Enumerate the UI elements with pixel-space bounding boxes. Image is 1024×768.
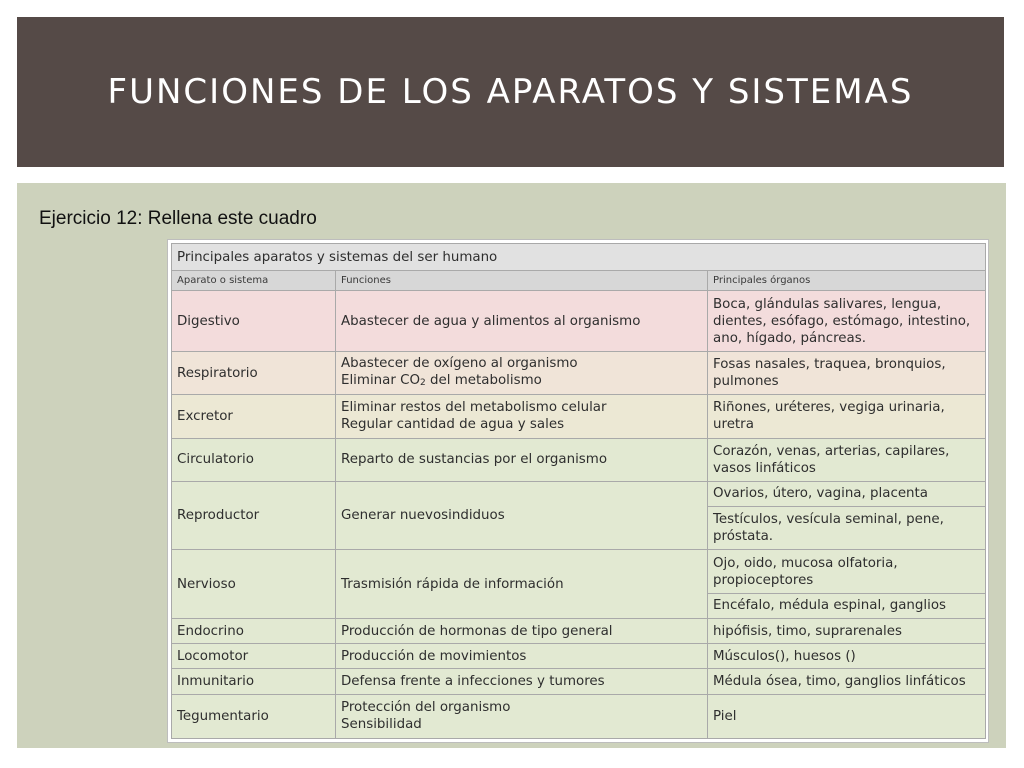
- table-row: [172, 481, 986, 506]
- systems-table: [171, 243, 986, 739]
- table-caption: Principales aparatos y sistemas del ser humano: [172, 244, 986, 271]
- cell-sistema: Inmunitario: [172, 669, 336, 694]
- cell-organos: Boca, glándulas salivares, lengua, dientes, esófago, estómago, intestino, ano, hígado, páncreas.: [708, 291, 986, 351]
- cell-organos: Piel: [708, 694, 986, 738]
- cell-organos: Médula ósea, timo, ganglios linfáticos: [708, 669, 986, 694]
- cell-sistema: Excretor: [172, 395, 336, 438]
- cell-funciones: Defensa frente a infecciones y tumores: [336, 669, 708, 694]
- table-row: [172, 438, 986, 481]
- cell-sistema: Endocrino: [172, 618, 336, 643]
- table-row: [172, 694, 986, 738]
- title-bar: [17, 17, 1004, 167]
- table-row: [172, 291, 986, 351]
- content-area: [17, 183, 1006, 748]
- cell-funciones: Reparto de sustancias por el organismo: [336, 438, 708, 481]
- funcion-text: Eliminar CO: [341, 372, 421, 388]
- cell-funciones: Abastecer de agua y alimentos al organismo: [336, 291, 708, 351]
- cell-funciones: Trasmisión rápida de información: [336, 550, 708, 619]
- funcion-text: del metabolismo: [425, 372, 542, 388]
- cell-funciones: Producción de hormonas de tipo general: [336, 618, 708, 643]
- cell-sistema: Tegumentario: [172, 694, 336, 738]
- cell-sistema: Respiratorio: [172, 351, 336, 394]
- funcion-subscript: 2: [420, 377, 426, 388]
- cell-organos: Corazón, venas, arterias, capilares, vasos linfáticos: [708, 438, 986, 481]
- funcion-line: Sensibilidad: [341, 717, 422, 733]
- funcion-line: Protección del organismo: [341, 700, 511, 716]
- cell-funciones: [336, 694, 708, 738]
- cell-sistema: Nervioso: [172, 550, 336, 619]
- cell-organos: Riñones, uréteres, vegiga urinaria, uretra: [708, 395, 986, 438]
- table-row: [172, 351, 986, 394]
- cell-sistema: Circulatorio: [172, 438, 336, 481]
- funcion-line: Abastecer de oxígeno al organismo: [341, 355, 578, 371]
- slide-title: FUNCIONES DE LOS APARATOS Y SISTEMAS: [107, 72, 914, 112]
- funcion-line: Eliminar restos del metabolismo celular: [341, 400, 607, 416]
- cell-funciones: Producción de movimientos: [336, 644, 708, 669]
- table-row: [172, 618, 986, 643]
- cell-funciones: Generar nuevosindiduos: [336, 481, 708, 550]
- funcion-line: Regular cantidad de agua y sales: [341, 417, 565, 433]
- cell-sistema: Locomotor: [172, 644, 336, 669]
- header-sistema: Aparato o sistema: [172, 271, 336, 291]
- cell-funciones: [336, 351, 708, 394]
- header-funciones: Funciones: [336, 271, 708, 291]
- table-caption-row: [172, 244, 986, 271]
- cell-organos: hipófisis, timo, suprarenales: [708, 618, 986, 643]
- cell-organos: Ojo, oido, mucosa olfatoria, propioceptores: [708, 550, 986, 593]
- cell-organos: Músculos(), huesos (): [708, 644, 986, 669]
- exercise-subtitle: Ejercicio 12: Rellena este cuadro: [39, 208, 317, 229]
- cell-sistema: Reproductor: [172, 481, 336, 550]
- cell-sistema: Digestivo: [172, 291, 336, 351]
- cell-organos: Encéfalo, médula espinal, ganglios: [708, 593, 986, 618]
- cell-organos: Testículos, vesícula seminal, pene, próstata.: [708, 507, 986, 550]
- cell-organos: Fosas nasales, traquea, bronquios, pulmones: [708, 351, 986, 394]
- table-row: [172, 669, 986, 694]
- header-organos: Principales órganos: [708, 271, 986, 291]
- table-row: [172, 644, 986, 669]
- cell-organos: Ovarios, útero, vagina, placenta: [708, 481, 986, 506]
- cell-funciones: [336, 395, 708, 438]
- funcion-line: [341, 372, 702, 392]
- table-image: [167, 239, 989, 743]
- table-row: [172, 395, 986, 438]
- table-row: [172, 550, 986, 593]
- table-header-row: [172, 271, 986, 291]
